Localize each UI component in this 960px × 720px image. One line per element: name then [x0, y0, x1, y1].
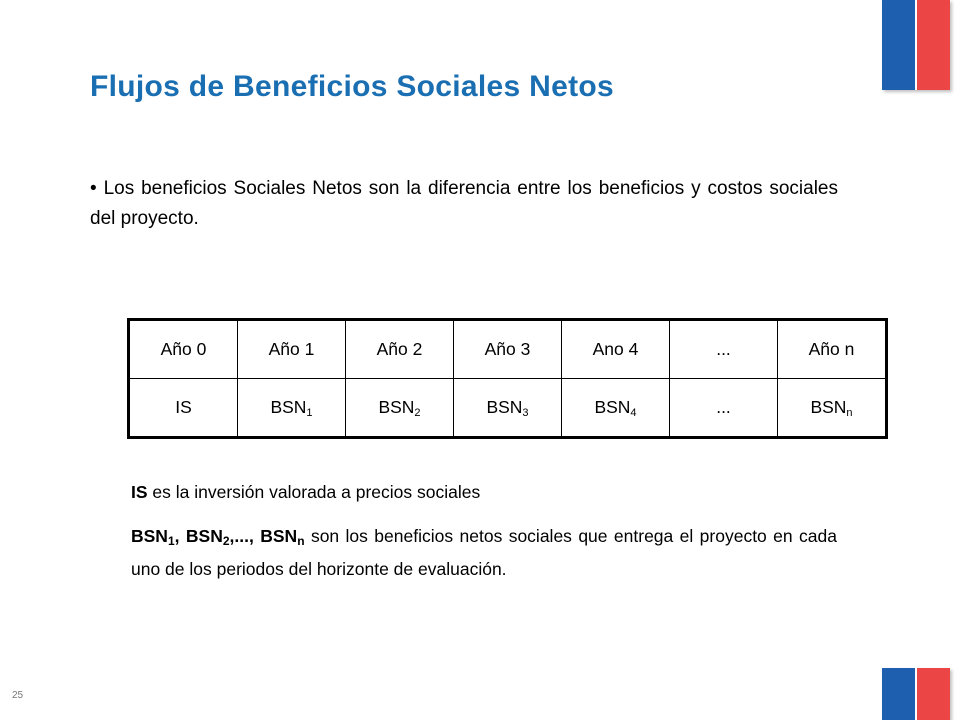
- table-header-cell: Año n: [778, 320, 887, 379]
- table-header-cell: Año 2: [346, 320, 454, 379]
- table-header-cell: ...: [670, 320, 778, 379]
- table-cell: [238, 379, 346, 438]
- note-bsn-definition: [131, 522, 837, 583]
- page-number: 25: [12, 690, 24, 701]
- bsn-term: BSN: [185, 526, 223, 546]
- slide-title: Flujos de Beneficios Sociales Netos: [90, 70, 614, 103]
- table-cell: [778, 379, 887, 438]
- bullet-paragraph: [90, 174, 838, 234]
- table-cell: [129, 379, 238, 438]
- note-bsn-terms: [131, 526, 305, 546]
- bsn-table: [127, 318, 888, 439]
- table-cell: [562, 379, 670, 438]
- cell-base: IS: [175, 396, 192, 417]
- cell-subscript: 4: [630, 406, 637, 419]
- flag-decoration-top: [882, 0, 950, 90]
- table-header-cell: Ano 4: [562, 320, 670, 379]
- cell-base: BSN: [594, 396, 631, 417]
- table-cell: [454, 379, 562, 438]
- flag-blue-band: [882, 0, 915, 90]
- bullet-marker: •: [90, 178, 97, 199]
- cell-subscript: 3: [522, 406, 529, 419]
- flag-red-band: [917, 0, 950, 90]
- note-is-term: IS: [131, 482, 148, 502]
- note-is-text: es la inversión valorada a precios sociales: [147, 482, 481, 502]
- bsn-term: BSN: [131, 526, 168, 546]
- bsn-separator: ,...,: [229, 526, 261, 546]
- table-header-cell: Año 1: [238, 320, 346, 379]
- bsn-subscript: 2: [222, 534, 230, 548]
- cell-subscript: 2: [414, 406, 421, 419]
- cell-subscript: n: [846, 406, 853, 419]
- bsn-subscript: n: [297, 534, 305, 548]
- table-header-cell: Año 3: [454, 320, 562, 379]
- bullet-text: Los beneficios Sociales Netos son la diferencia entre los beneficios y costos sociales del proyecto.: [90, 178, 839, 229]
- cell-base: BSN: [486, 396, 523, 417]
- note-is-definition: [131, 482, 480, 503]
- cell-base: BSN: [378, 396, 415, 417]
- cell-base: ...: [716, 396, 731, 417]
- flag-decoration-bottom: [882, 668, 950, 720]
- cell-subscript: 1: [306, 406, 313, 419]
- table-header-row: [129, 320, 887, 379]
- table-cell: [346, 379, 454, 438]
- table-header-cell: Año 0: [129, 320, 238, 379]
- table-cell: [670, 379, 778, 438]
- table-row: [129, 379, 887, 438]
- cell-base: BSN: [270, 396, 307, 417]
- note-bsn-text: son los beneficios netos sociales que entrega el proyecto en cada uno de los periodos del horizonte de evaluación.: [131, 526, 837, 579]
- bsn-subscript: 1: [167, 534, 175, 548]
- bsn-separator: ,: [174, 526, 186, 546]
- flag-blue-band: [882, 668, 915, 720]
- cell-base: BSN: [810, 396, 847, 417]
- flag-red-band: [917, 668, 950, 720]
- bsn-term: BSN: [260, 526, 298, 546]
